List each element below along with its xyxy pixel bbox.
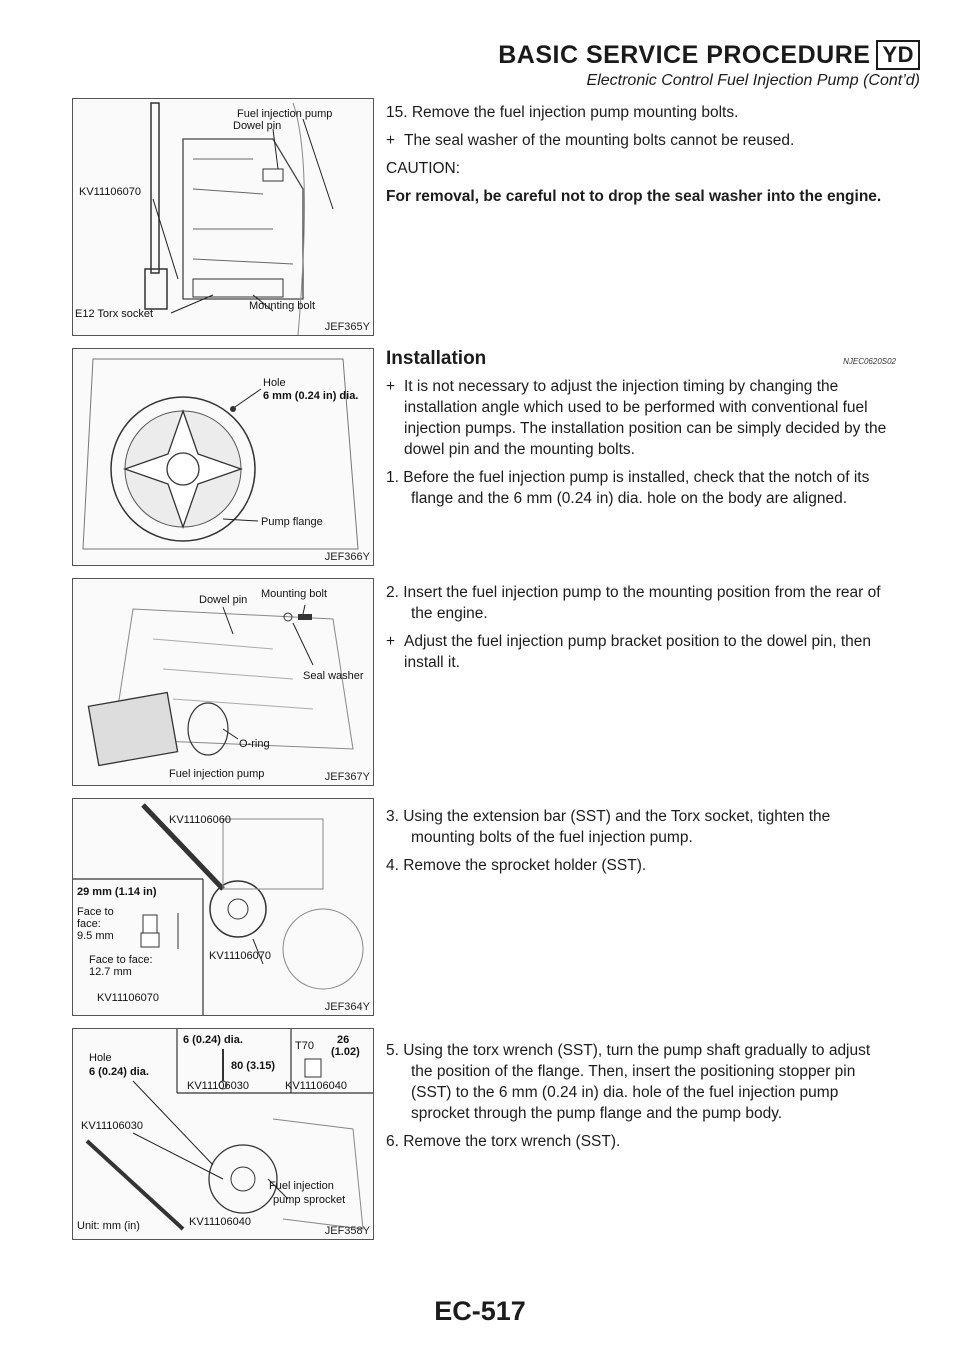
label-height-26-in: (1.02) [331,1046,360,1058]
label-9-5mm: 9.5 mm [77,930,114,942]
bullet-mark: + [386,633,396,650]
label-face-to-face: Face to face: [89,954,153,966]
figure-jef366y [72,348,374,566]
figure-5-illustration [73,1029,373,1239]
label-dimension-29mm: 29 mm (1.14 in) [77,886,157,898]
label-kv11106060: KV11106060 [169,814,231,826]
section-heading [386,348,896,372]
figure-code: JEF364Y [324,1001,370,1013]
figure-jef365y [72,98,374,336]
label-pin-dia: 6 (0.24) dia. [183,1034,243,1046]
label-kv11106070-main: KV11106070 [209,950,271,962]
label-pump-sprocket: pump sprocket [273,1194,346,1206]
label-hole: Hole [263,377,286,389]
figure-4-illustration [73,799,373,1015]
label-seal-washer: Seal washer [303,670,364,682]
bullet-bracket [386,631,896,673]
label-mounting-bolt: Mounting bolt [261,588,328,600]
step-1: 1. Before the fuel injection pump is installed, check that the notch of its flange and the 6 mm (0.24 in) dia. hole on the body are aligned. [386,469,870,507]
figure-jef358y [72,1028,374,1240]
header-subtitle: Electronic Control Fuel Injection Pump (Cont’d) [586,72,920,89]
label-kv11106070: KV11106070 [79,186,141,198]
page-number: EC-517 [434,1296,526,1326]
text-block-installation [386,348,896,516]
label-kv11106030-inset: KV11106030 [187,1080,249,1092]
section-title: Installation [386,348,487,369]
label-t70: T70 [295,1040,314,1052]
header-title-row [380,40,920,70]
label-12-7mm: 12.7 mm [89,966,132,978]
bullet-injection-timing [386,376,896,460]
label-face-to: Face to [77,906,114,918]
caution-title: CAUTION: [386,160,461,177]
figure-jef367y [72,578,374,786]
label-kv11106040-inset: KV11106040 [285,1080,347,1092]
figure-code: JEF358Y [324,1225,370,1237]
label-face: face: [77,918,101,930]
text-block-tighten [386,806,896,883]
caution-body: For removal, be careful not to drop the seal washer into the engine. [386,188,882,205]
label-hole-size: 6 (0.24) dia. [89,1066,149,1078]
bullet-text: The seal washer of the mounting bolts cannot be reused. [404,132,795,149]
step-6: 6. Remove the torx wrench (SST). [386,1133,621,1150]
label-hole-size: 6 mm (0.24 in) dia. [263,390,359,402]
step-5: 5. Using the torx wrench (SST), turn the pump shaft gradually to adjust the position of the flange. Then, insert the positioning stopper pin (SST) to the 6 mm (0.24 in) dia. hole of the fuel injection pump sprocket through the pump flange and the pump body. [386,1042,871,1122]
bullet-seal-washer [386,130,896,151]
label-kv11106040: KV11106040 [189,1216,251,1228]
label-fuel-injection-pump: Fuel injection pump [237,108,333,120]
figure-code: JEF367Y [324,771,370,783]
text-block-insert-pump [386,582,896,680]
label-pin-length: 80 (3.15) [231,1060,276,1072]
figure-code: JEF365Y [324,321,370,333]
figure-jef364y [72,798,374,1016]
text-block-removal [386,102,896,214]
label-o-ring: O-ring [239,738,270,750]
label-kv11106070-inset: KV11106070 [97,992,159,1004]
engine-badge: YD [876,40,920,70]
bullet-mark: + [386,132,396,149]
label-dowel-pin: Dowel pin [233,120,282,132]
section-code: NJEC0620S02 [843,357,896,366]
step-15: 15. Remove the fuel injection pump mounting bolts. [386,104,739,121]
page-header [380,40,920,90]
figure-3-illustration [73,579,373,785]
step-3: 3. Using the extension bar (SST) and the Torx socket, tighten the mounting bolts of the fuel injection pump. [386,808,831,846]
step-4: 4. Remove the sprocket holder (SST). [386,857,647,874]
text-block-position-flange [386,1040,896,1159]
bullet-text: It is not necessary to adjust the injection timing by changing the installation angle which used to be performed with conventional fuel injection pumps. The installation position can be simply decided by the dowel pin and the mounting bolts. [404,378,887,458]
bullet-text: Adjust the fuel injection pump bracket position to the dowel pin, then install it. [404,633,872,671]
label-pump-flange: Pump flange [261,516,323,528]
figure-1-illustration [73,99,373,335]
label-fuel-injection: Fuel injection [269,1180,334,1192]
label-mounting-bolt: Mounting bolt [249,300,316,312]
label-fuel-injection-pump: Fuel injection pump [169,768,265,780]
label-height-26: 26 [337,1034,350,1046]
label-dowel-pin: Dowel pin [199,594,248,606]
step-2: 2. Insert the fuel injection pump to the mounting position from the rear of the engine. [386,584,881,622]
label-unit: Unit: mm (in) [77,1220,140,1232]
label-hole: Hole [89,1052,112,1064]
header-title: BASIC SERVICE PROCEDURE [498,40,871,69]
label-kv11106030: KV11106030 [81,1120,143,1132]
label-e12-torx-socket: E12 Torx socket [75,308,154,320]
bullet-mark: + [386,378,396,395]
figure-code: JEF366Y [324,551,370,563]
figure-2-illustration [73,349,373,565]
